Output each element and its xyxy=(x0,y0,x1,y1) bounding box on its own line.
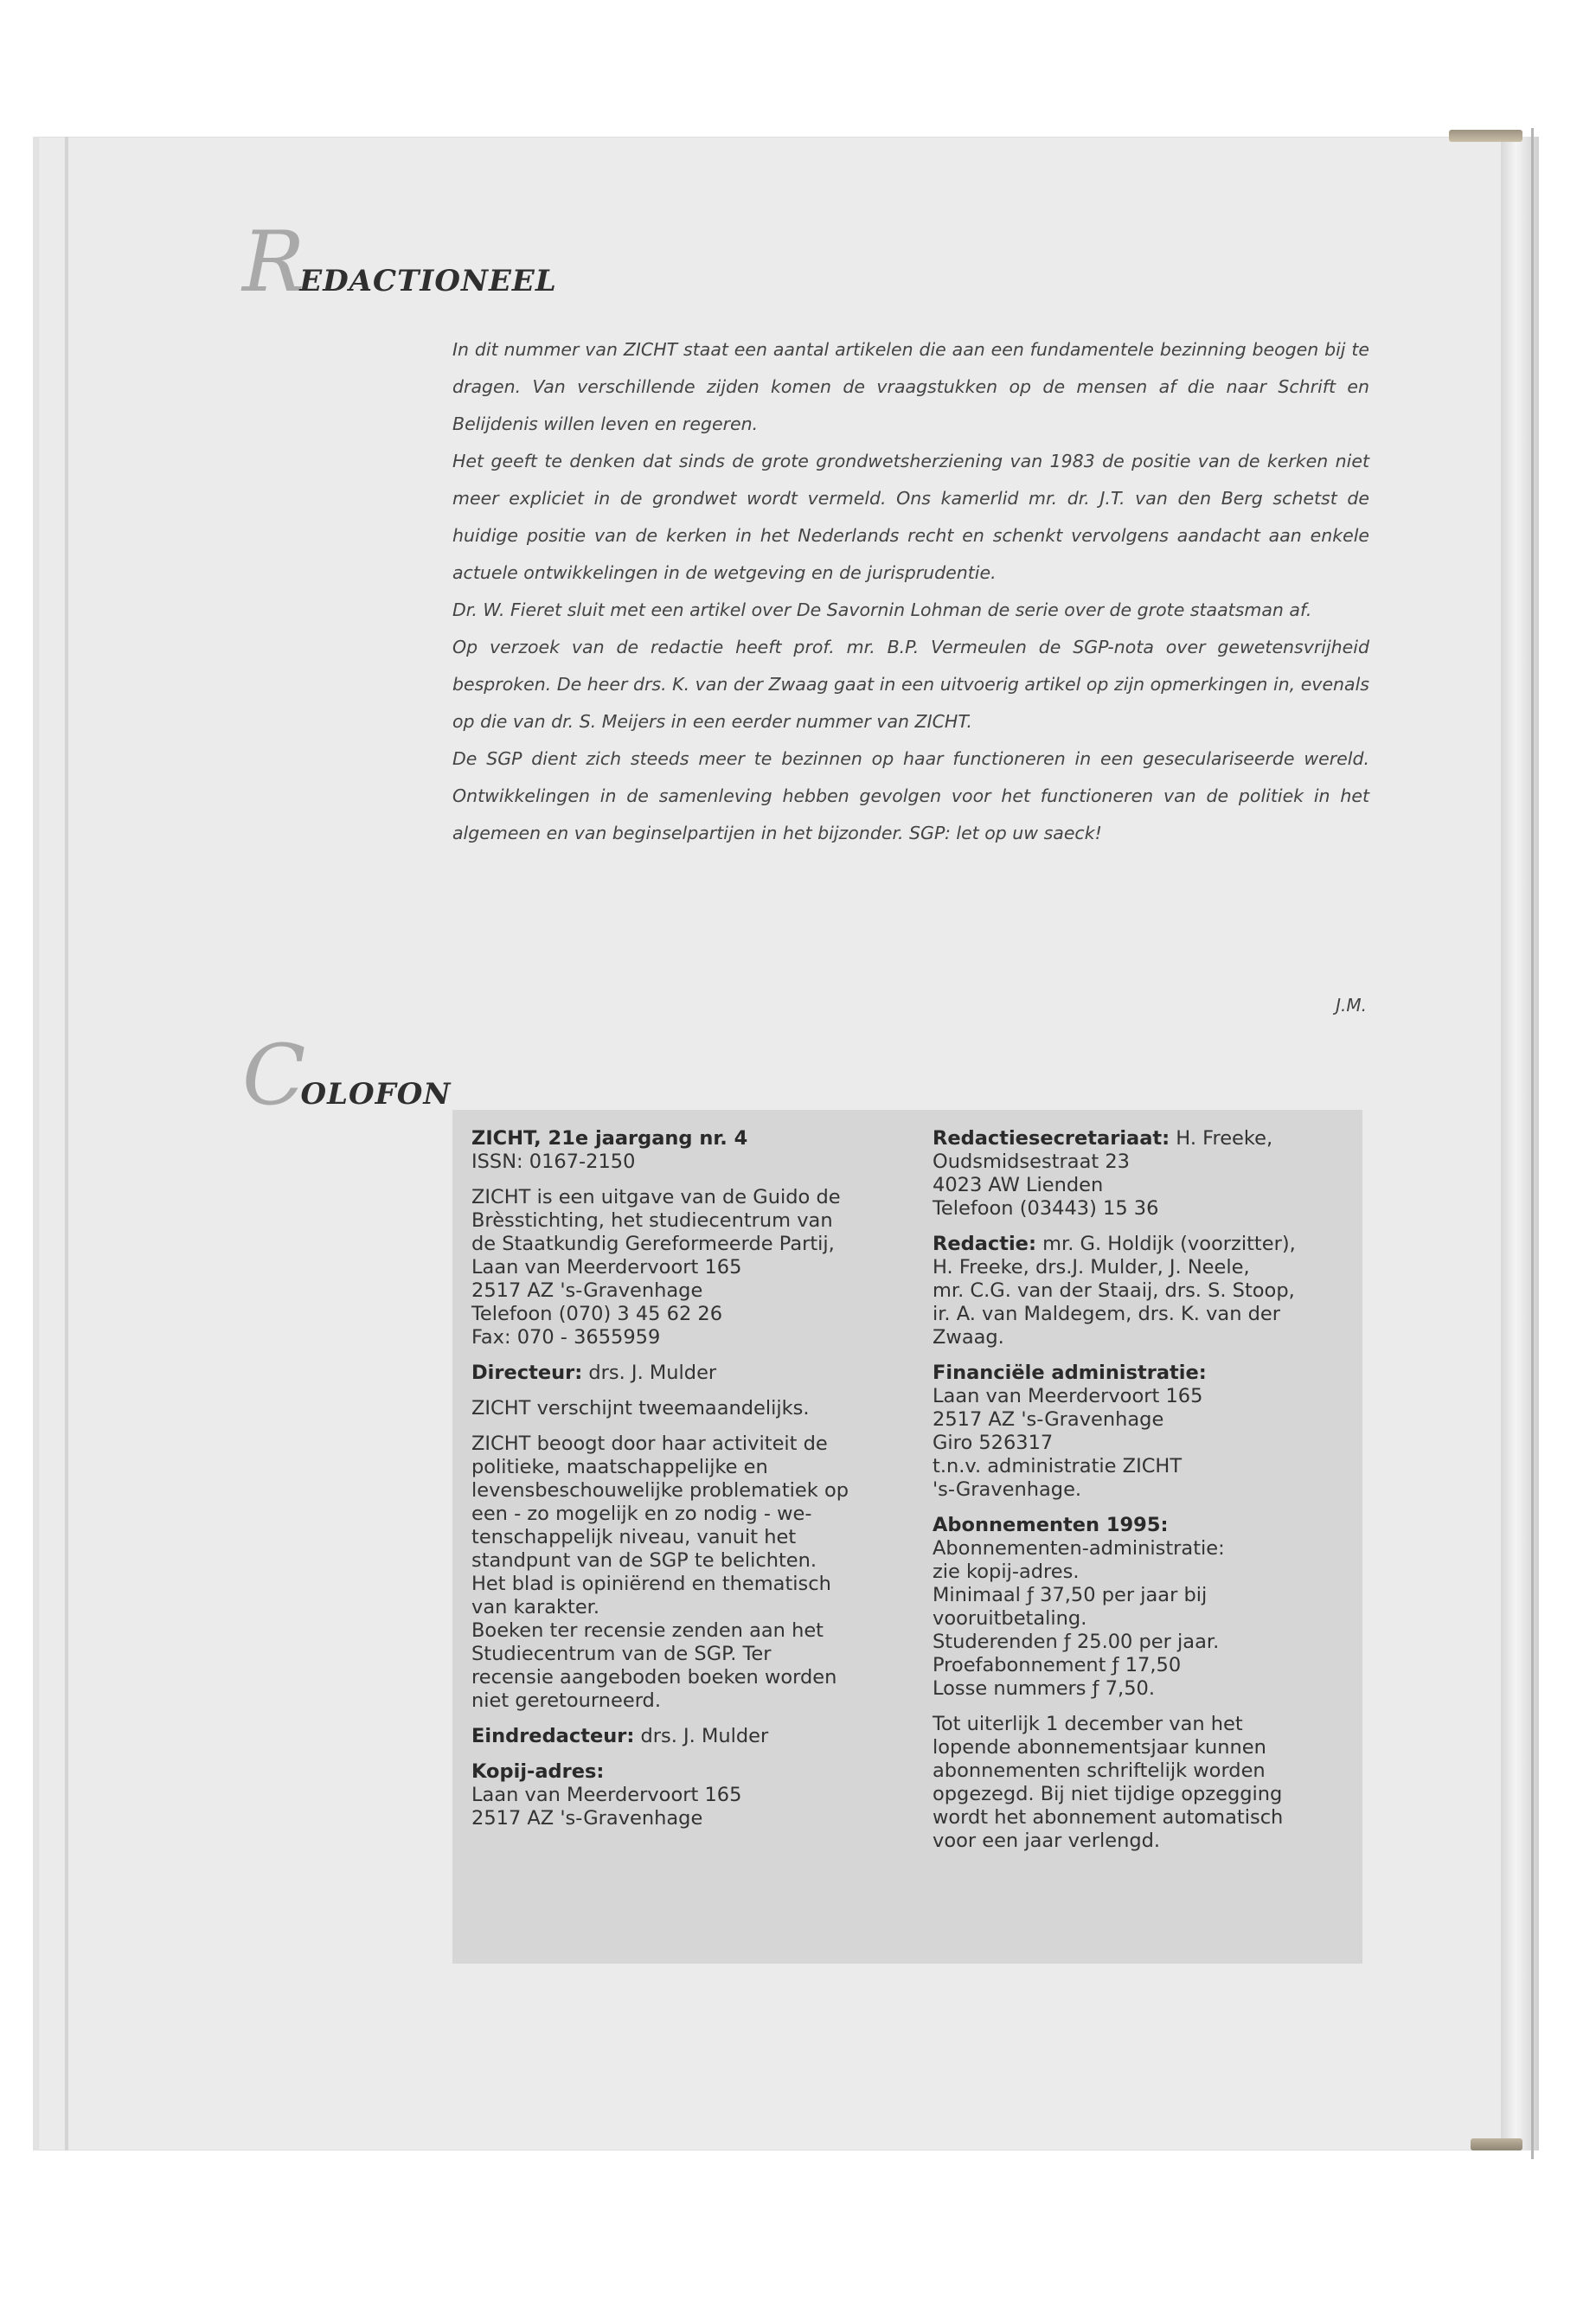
aim-line: niet geretourneerd. xyxy=(471,1689,661,1712)
subscriptions-line: Losse nummers ƒ 7,50. xyxy=(933,1677,1155,1700)
subscriptions-line: Proefabonnement ƒ 17,50 xyxy=(933,1654,1182,1676)
colofon-box xyxy=(452,1110,1362,1964)
finance-line: 2517 AZ 's-Gravenhage xyxy=(933,1408,1164,1431)
publisher-block xyxy=(471,1186,900,1349)
cancellation-line: opgezegd. Bij niet tijdige opzegging xyxy=(933,1783,1283,1805)
finance-line: Giro 526317 xyxy=(933,1432,1054,1454)
issn: ISSN: 0167-2150 xyxy=(471,1150,636,1173)
aim-line: van karakter. xyxy=(471,1596,600,1618)
finance-line: 's-Gravenhage. xyxy=(933,1478,1082,1501)
aim-line: Studiecentrum van de SGP. Ter xyxy=(471,1643,772,1665)
publisher-line: 2517 AZ 's-Gravenhage xyxy=(471,1279,703,1302)
subscriptions-line: zie kopij-adres. xyxy=(933,1561,1080,1583)
subscriptions-line: Abonnementen-administratie: xyxy=(933,1537,1225,1560)
aim-line: recensie aangeboden boeken worden xyxy=(471,1666,837,1689)
subscriptions-block xyxy=(933,1514,1348,1701)
editorial-text xyxy=(452,331,1369,852)
finance-label: Financiële administratie: xyxy=(933,1362,1207,1384)
finance-line: t.n.v. administratie ZICHT xyxy=(933,1455,1183,1477)
publisher-line: Telefoon (070) 3 45 62 26 xyxy=(471,1303,723,1325)
cancellation-line: Tot uiterlijk 1 december van het xyxy=(933,1713,1243,1735)
publisher-line: ZICHT is een uitgave van de Guido de xyxy=(471,1186,841,1208)
secretariat-name: H. Freeke, xyxy=(1170,1127,1273,1150)
colofon-heading xyxy=(242,1027,452,1124)
aim-line: een - zo mogelijk en zo nodig - we- xyxy=(471,1503,812,1525)
editorial-paragraph: Dr. W. Fieret sluit met een artikel over De Savornin Lohman de serie over de grote staatsman af. xyxy=(452,599,1312,620)
cancellation-block xyxy=(933,1713,1348,1853)
copy-address-line: Laan van Meerdervoort 165 xyxy=(471,1784,742,1806)
copy-address-block xyxy=(471,1760,900,1830)
publisher-line: de Staatkundig Gereformeerde Partij, xyxy=(471,1233,835,1255)
colofon-initial: C xyxy=(242,1027,306,1124)
redactioneel-title: EDACTIONEEL xyxy=(299,264,557,298)
colofon-left-column xyxy=(471,1127,900,1843)
colofon-right-column xyxy=(933,1127,1348,1865)
aim-line: Het blad is opiniërend en thematisch xyxy=(471,1573,831,1595)
editor-name: drs. J. Mulder xyxy=(634,1725,769,1747)
aim-block xyxy=(471,1433,900,1713)
editorial-board-line: Zwaag. xyxy=(933,1326,1004,1349)
copy-address-label: Kopij-adres: xyxy=(471,1760,605,1783)
subscriptions-line: vooruitbetaling. xyxy=(933,1607,1087,1630)
masthead-block xyxy=(471,1127,900,1174)
magazine-title: ZICHT, 21e jaargang nr. 4 xyxy=(471,1127,748,1150)
colofon-title: OLOFON xyxy=(300,1077,452,1112)
subscriptions-line: Studerenden ƒ 25.00 per jaar. xyxy=(933,1631,1220,1653)
secretariat-line: 4023 AW Lienden xyxy=(933,1174,1104,1196)
aim-line: ZICHT beoogt door haar activiteit de xyxy=(471,1433,828,1455)
binder-clip-top xyxy=(1449,130,1522,142)
editorial-board-line: mr. C.G. van der Staaij, drs. S. Stoop, xyxy=(933,1279,1295,1302)
editorial-board-line: ir. A. van Maldegem, drs. K. van der xyxy=(933,1303,1280,1325)
redactioneel-initial: R xyxy=(242,214,305,311)
director-label: Directeur: xyxy=(471,1362,583,1384)
secretariat-block xyxy=(933,1127,1348,1221)
subscriptions-label: Abonnementen 1995: xyxy=(933,1514,1169,1536)
editorial-board-label: Redactie: xyxy=(933,1233,1036,1255)
page-fold-shadow xyxy=(65,137,68,2150)
director-name: drs. J. Mulder xyxy=(582,1362,717,1384)
frequency-block xyxy=(471,1397,900,1420)
editorial-board-line: H. Freeke, drs.J. Mulder, J. Neele, xyxy=(933,1256,1250,1279)
editorial-board-first: mr. G. Holdijk (voorzitter), xyxy=(1035,1233,1296,1255)
editorial-board-block xyxy=(933,1233,1348,1349)
editorial-paragraph: Op verzoek van de redactie heeft prof. mr. B.P. Vermeulen de SGP-nota over gewetensvrijheid besproken. De heer drs. K. van der Zwaag gaat in een uitvoerig artikel op zijn opmerkingen in, evenals op die van dr. S. Meijers in een eerder nummer van ZICHT. xyxy=(452,637,1369,732)
director-block xyxy=(471,1362,900,1385)
editor-block xyxy=(471,1725,900,1748)
aim-line: Boeken ter recensie zenden aan het xyxy=(471,1619,824,1642)
aim-line: standpunt van de SGP te belichten. xyxy=(471,1549,817,1572)
editorial-paragraph: De SGP dient zich steeds meer te bezinnen op haar functioneren in een geseculariseerde wereld. Ontwikkelingen in de samenleving hebben gevolgen voor het functioneren van de politiek in het algemeen en van beginselpartijen in het bijzonder. SGP: let op uw saeck! xyxy=(452,748,1369,843)
cancellation-line: wordt het abonnement automatisch xyxy=(933,1806,1284,1829)
finance-line: Laan van Meerdervoort 165 xyxy=(933,1385,1203,1407)
cancellation-line: abonnementen schriftelijk worden xyxy=(933,1759,1266,1782)
frequency-text: ZICHT verschijnt tweemaandelijks. xyxy=(471,1397,810,1420)
aim-line: tenschappelijk niveau, vanuit het xyxy=(471,1526,797,1548)
editorial-paragraph: In dit nummer van ZICHT staat een aantal artikelen die aan een fundamentele bezinning beogen bij te dragen. Van verschillende zijden komen de vraagstukken op de mensen af die naar Schrift en Belijdenis willen leven en regeren. xyxy=(452,339,1369,434)
copy-address-line: 2517 AZ 's-Gravenhage xyxy=(471,1807,703,1830)
publisher-line: Laan van Meerdervoort 165 xyxy=(471,1256,742,1279)
secretariat-line: Oudsmidsestraat 23 xyxy=(933,1150,1130,1173)
secretariat-label: Redactiesecretariaat: xyxy=(933,1127,1170,1150)
publisher-line: Brèsstichting, het studiecentrum van xyxy=(471,1209,833,1232)
subscriptions-line: Minimaal ƒ 37,50 per jaar bij xyxy=(933,1584,1208,1606)
aim-line: levensbeschouwelijke problematiek op xyxy=(471,1479,849,1502)
finance-block xyxy=(933,1362,1348,1502)
binder-clip-bottom xyxy=(1471,2138,1522,2150)
editor-label: Eindredacteur: xyxy=(471,1725,635,1747)
cancellation-line: voor een jaar verlengd. xyxy=(933,1830,1161,1852)
publisher-line: Fax: 070 - 3655959 xyxy=(471,1326,661,1349)
secretariat-line: Telefoon (03443) 15 36 xyxy=(933,1197,1159,1220)
redactioneel-heading xyxy=(242,214,557,311)
editorial-paragraph: Het geeft te denken dat sinds de grote grondwetsherziening van 1983 de positie van de kerken niet meer expliciet in de grondwet wordt vermeld. Ons kamerlid mr. dr. J.T. van den Berg schetst de huidige positie van de kerken in het Nederlands recht en schenkt vervolgens aandacht aan enkele actuele ontwikkelingen in de wetgeving en de jurisprudentie. xyxy=(452,451,1369,583)
spine-edge-line xyxy=(1531,128,1534,2159)
cancellation-line: lopende abonnementsjaar kunnen xyxy=(933,1736,1266,1759)
aim-line: politieke, maatschappelijke en xyxy=(471,1456,768,1478)
editorial-signature: J.M. xyxy=(1336,995,1367,1016)
